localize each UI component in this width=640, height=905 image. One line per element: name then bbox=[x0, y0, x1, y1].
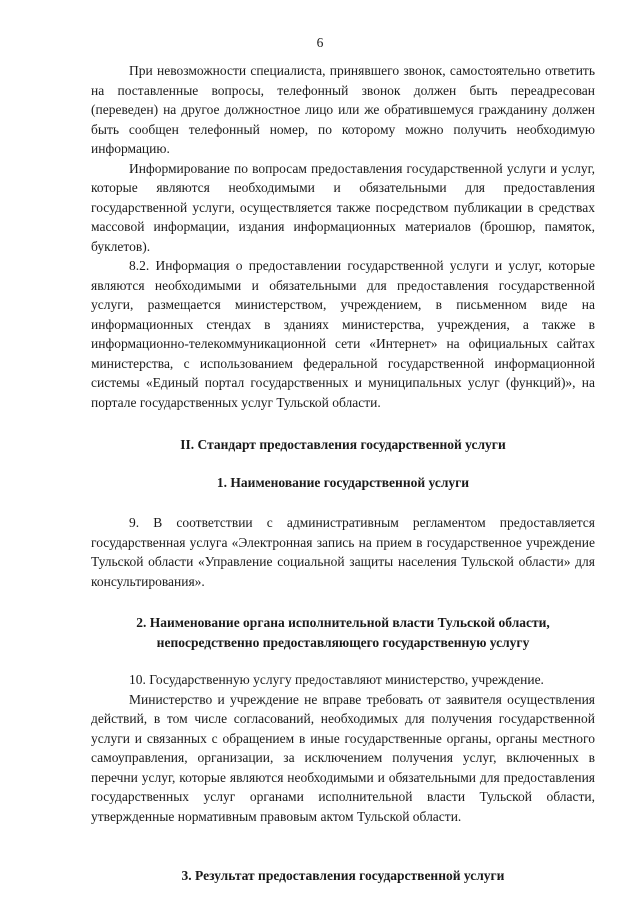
heading-executive-authority-line1: 2. Наименование органа исполнительной власти Тульской области, bbox=[136, 615, 550, 630]
document-body bbox=[91, 61, 595, 886]
paragraph-redirect-call: При невозможности специалиста, принявшего звонок, самостоятельно ответить на поставленные вопросы, телефонный звонок должен быть переадресован (переведен) на другое должностное лицо или же обратившемуся гражданину должен быть сообщен телефонный номер, по которому можно получить необходимую информацию. bbox=[91, 63, 595, 156]
paragraph-10: 10. Государственную услугу предоставляют министерство, учреждение. bbox=[129, 672, 544, 687]
paragraph-8-2: 8.2. Информация о предоставлении государственной услуги и услуг, которые являются необходимыми и обязательными для предоставления государственной услуги, размещается министерством, учреждением, в письменном виде на информационных стендах в зданиях министерства, учреждения, а также в информационно-телекоммуникационной сети «Интернет» на официальных сайтах министерства, с использованием федеральной государственной информационной системы «Единый портал государственных и муниципальных услуг (функций)», на портале государственных услуг Тульской области. bbox=[91, 258, 595, 410]
heading-service-result: 3. Результат предоставления государственной услуги bbox=[181, 868, 505, 883]
paragraph-9: 9. В соответствии с административным регламентом предоставляется государственная услуга «Электронная запись на прием в государственное учреждение Тульской области «Управление социальной защиты населения Тульской области» для консультирования». bbox=[91, 515, 595, 589]
paragraph-10-restrictions: Министерство и учреждение не вправе требовать от заявителя осуществления действий, в том числе согласований, необходимых для получения государственной услуги и связанных с обращением в иные государственные органы, органы местного самоуправления, организации, за исключением получения услуг, включенных в перечни услуг, которые являются необходимыми и обязательными для предоставления государственных услуг органами исполнительной власти Тульской области, утвержденные нормативным правовым актом Тульской области. bbox=[91, 691, 595, 824]
heading-executive-authority bbox=[91, 613, 595, 652]
paragraph-informing-media: Информирование по вопросам предоставления государственной услуги и услуг, которые являются необходимыми и обязательными для предоставления государственной услуги, осуществляется также посредством публикации в средствах массовой информации, издания информационных материалов (брошюр, памяток, буклетов). bbox=[91, 160, 595, 254]
section-heading-standard: II. Стандарт предоставления государственной услуги bbox=[180, 437, 506, 452]
heading-executive-authority-line2: непосредственно предоставляющего государственную услугу bbox=[156, 634, 530, 650]
page-number: 6 bbox=[316, 35, 324, 50]
heading-service-name: 1. Наименование государственной услуги bbox=[216, 474, 470, 490]
